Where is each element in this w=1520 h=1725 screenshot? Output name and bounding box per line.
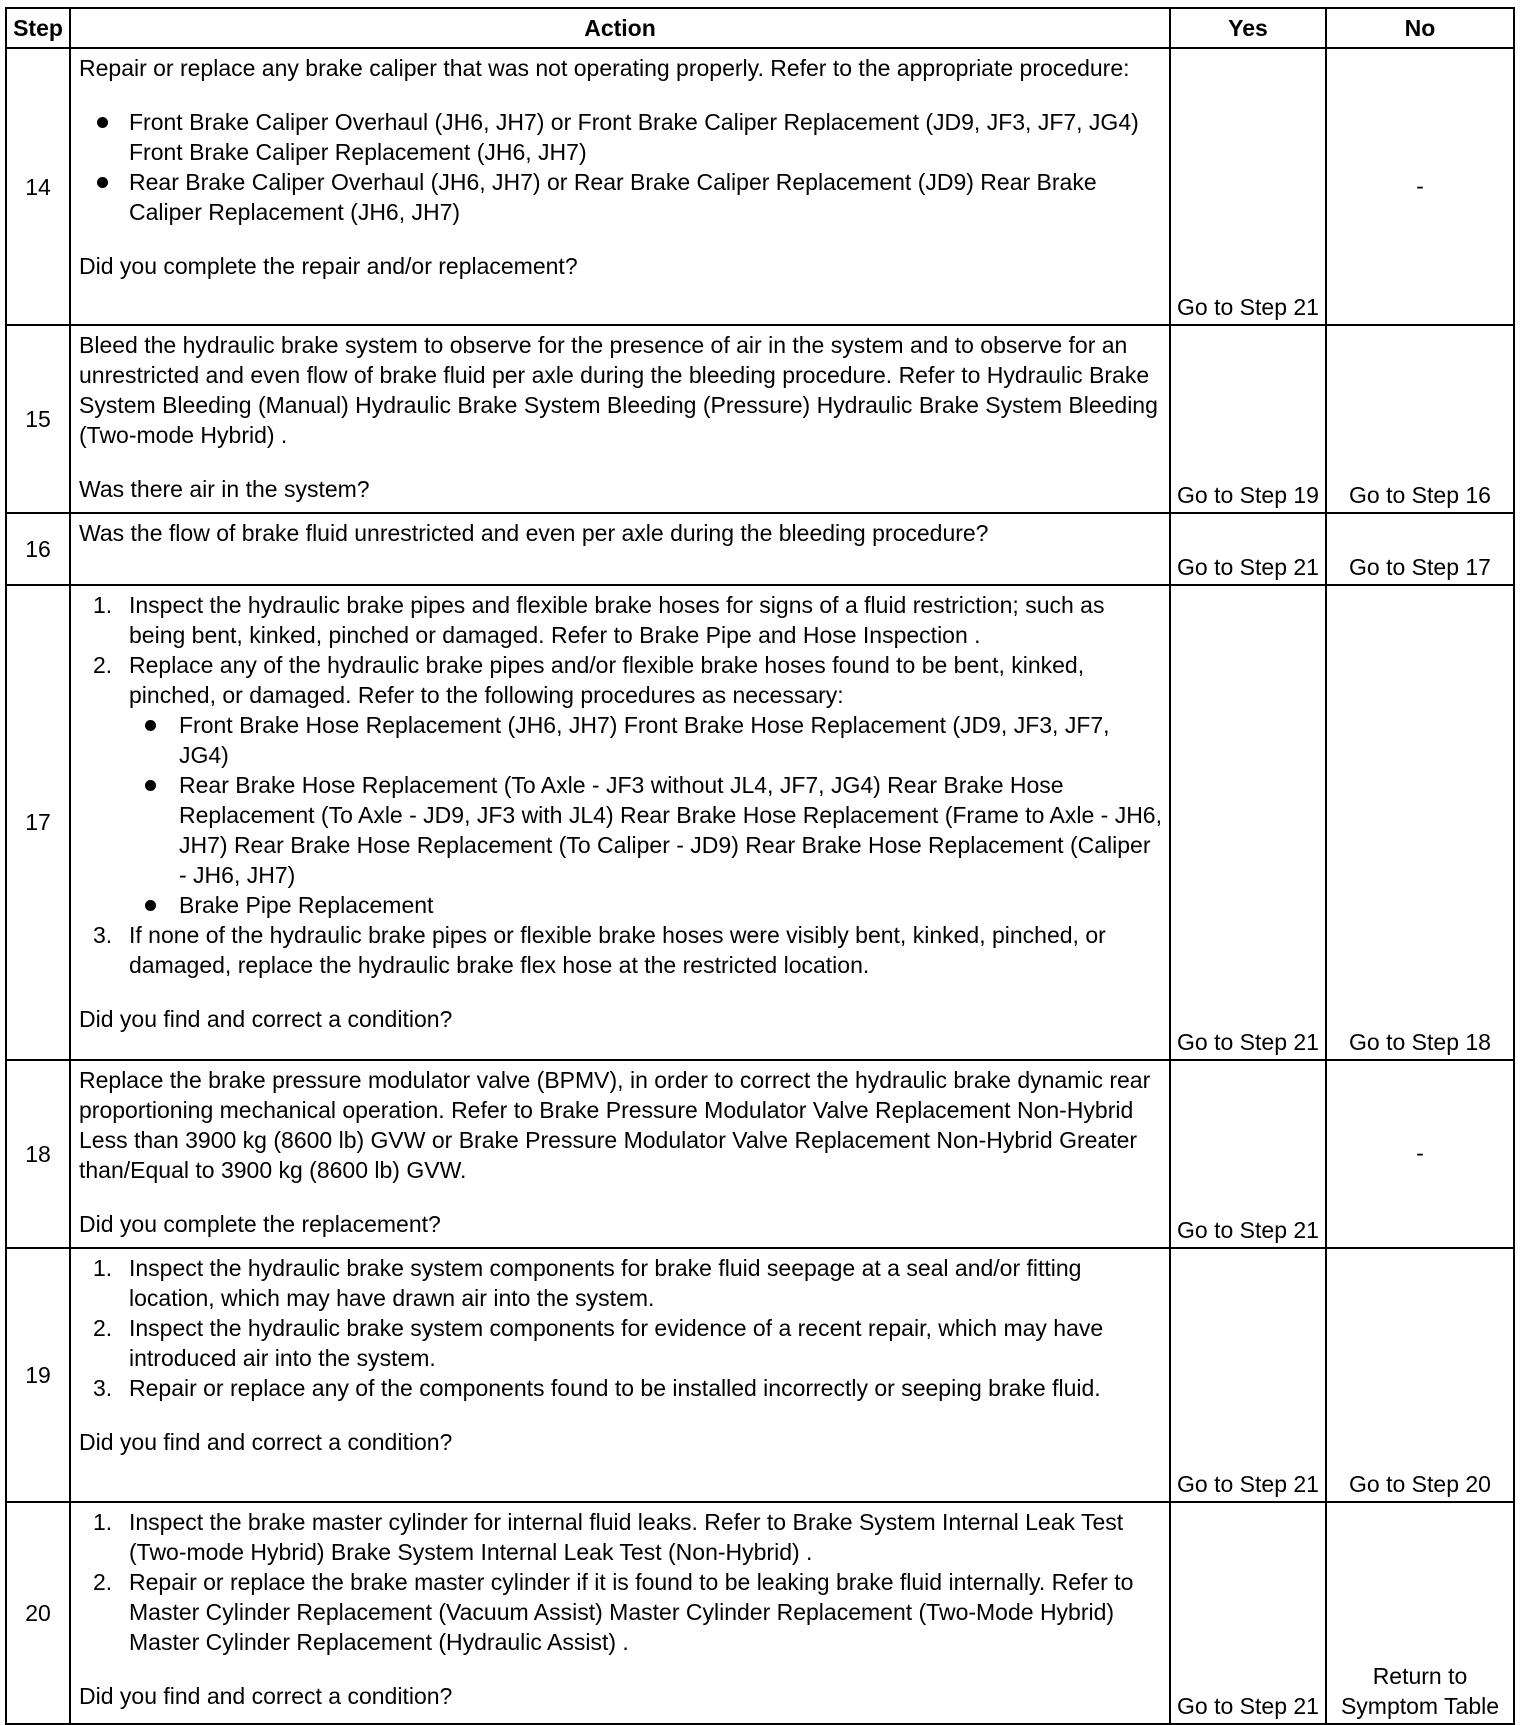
- action-cell: [70, 1060, 1170, 1248]
- list-item: Front Brake Caliper Overhaul (JH6, JH7) or Front Brake Caliper Replacement (JD9, JF3, JF7, JG4) Front Brake Caliper Replacement (JH6, JH7): [79, 107, 1163, 167]
- procedure-list: [129, 710, 1163, 920]
- no-cell: Go to Step 16: [1326, 325, 1514, 513]
- diagnostic-table: [5, 7, 1515, 1725]
- no-cell: Return to Symptom Table: [1326, 1502, 1514, 1724]
- list-item: [79, 1313, 1163, 1373]
- numbered-list: [79, 590, 1163, 980]
- yes-cell: Go to Step 21: [1170, 1502, 1326, 1724]
- numbered-list: [79, 1507, 1163, 1657]
- action-cell: [70, 585, 1170, 1059]
- header-step: Step: [6, 8, 70, 48]
- step-number: 19: [6, 1248, 70, 1502]
- item-text: Repair or replace any of the components found to be installed incorrectly or seeping brake fluid.: [129, 1374, 1101, 1401]
- list-item: [79, 920, 1163, 980]
- action-question: Did you find and correct a condition?: [79, 1006, 453, 1033]
- table-row-step-16: [6, 513, 1514, 585]
- item-number: 3.: [93, 1374, 113, 1401]
- step-number: 14: [6, 48, 70, 325]
- yes-cell: Go to Step 21: [1170, 585, 1326, 1059]
- table-row-step-15: [6, 325, 1514, 513]
- header-action: Action: [70, 8, 1170, 48]
- action-cell: [70, 325, 1170, 513]
- item-number: 2.: [93, 1314, 113, 1341]
- step-number: 16: [6, 513, 70, 585]
- list-item: [79, 590, 1163, 650]
- step-number: 18: [6, 1060, 70, 1248]
- step-number: 20: [6, 1502, 70, 1724]
- header-yes: Yes: [1170, 8, 1326, 48]
- action-intro: Bleed the hydraulic brake system to observe for the presence of air in the system and to observe for an unrestricted and even flow of brake fluid per axle during the bleeding procedure. Refer to Hydraulic Brake System Bleeding (Manual) Hydraulic Brake System Bleeding (Pressure) Hydraulic Brake System Bleeding (Two-mode Hybrid) .: [79, 332, 1158, 449]
- table-row-step-18: [6, 1060, 1514, 1248]
- item-number: 3.: [93, 922, 113, 949]
- item-text: Repair or replace the brake master cylinder if it is found to be leaking brake fluid internally. Refer to Master Cylinder Replacement (Vacuum Assist) Master Cylinder Replacement (Two-Mode Hybrid) Master Cylinder Replacement (Hydraulic Assist) .: [129, 1568, 1134, 1655]
- list-item: [79, 1567, 1163, 1657]
- list-item: [79, 1507, 1163, 1567]
- item-text: Inspect the hydraulic brake pipes and flexible brake hoses for signs of a fluid restriction; such as being bent, kinked, pinched or damaged. Refer to Brake Pipe and Hose Inspection .: [129, 592, 1105, 649]
- no-cell: Go to Step 18: [1326, 585, 1514, 1059]
- yes-cell: Go to Step 21: [1170, 48, 1326, 325]
- header-no: No: [1326, 8, 1514, 48]
- action-question: Was there air in the system?: [79, 476, 370, 503]
- table-row-step-19: [6, 1248, 1514, 1502]
- list-item: [79, 1253, 1163, 1313]
- action-cell: [70, 513, 1170, 585]
- yes-cell: Go to Step 21: [1170, 1248, 1326, 1502]
- step-number: 15: [6, 325, 70, 513]
- item-text: Inspect the hydraulic brake system components for brake fluid seepage at a seal and/or fitting location, which may have drawn air into the system.: [129, 1254, 1082, 1311]
- table-row-step-17: [6, 585, 1514, 1059]
- table-row-step-20: [6, 1502, 1514, 1724]
- item-number: 2.: [93, 652, 113, 679]
- yes-cell: Go to Step 21: [1170, 1060, 1326, 1248]
- action-question: Did you find and correct a condition?: [79, 1428, 453, 1455]
- item-text: Inspect the hydraulic brake system components for evidence of a recent repair, which may have introduced air into the system.: [129, 1314, 1104, 1371]
- list-item: Brake Pipe Replacement: [129, 890, 1163, 920]
- item-text: If none of the hydraulic brake pipes or flexible brake hoses were visibly bent, kinked, pinched, or damaged, replace the hydraulic brake flex hose at the restricted location.: [129, 922, 1106, 979]
- list-item: [79, 650, 1163, 920]
- item-text: Replace any of the hydraulic brake pipes and/or flexible brake hoses found to be bent, kinked, pinched, or damaged. Refer to the following procedures as necessary:: [129, 652, 1085, 709]
- yes-cell: Go to Step 21: [1170, 513, 1326, 585]
- list-item: Front Brake Hose Replacement (JH6, JH7) Front Brake Hose Replacement (JD9, JF3, JF7, JG4): [129, 710, 1163, 770]
- header-row: [6, 8, 1514, 48]
- action-cell: [70, 48, 1170, 325]
- action-cell: [70, 1248, 1170, 1502]
- action-intro: Repair or replace any brake caliper that was not operating properly. Refer to the appropriate procedure:: [79, 55, 1130, 81]
- numbered-list: [79, 1253, 1163, 1403]
- item-number: 1.: [93, 1508, 113, 1535]
- item-text: Inspect the brake master cylinder for internal fluid leaks. Refer to Brake System Internal Leak Test (Two-mode Hybrid) Brake System Internal Leak Test (Non-Hybrid) .: [129, 1508, 1124, 1565]
- list-item: Rear Brake Hose Replacement (To Axle - JF3 without JL4, JF7, JG4) Rear Brake Hose Replacement (To Axle - JD9, JF3 with JL4) Rear Brake Hose Replacement (Frame to Axle - JH6, JH7) Rear Brake Hose Replacement (To Caliper - JD9) Rear Brake Hose Replacement (Caliper - JH6, JH7): [129, 770, 1163, 890]
- no-cell: -: [1326, 48, 1514, 325]
- action-question: Did you complete the repair and/or replacement?: [79, 253, 578, 279]
- action-question: Did you complete the replacement?: [79, 1210, 441, 1237]
- action-question: Did you find and correct a condition?: [79, 1682, 453, 1709]
- list-item: Rear Brake Caliper Overhaul (JH6, JH7) or Rear Brake Caliper Replacement (JD9) Rear Brake Caliper Replacement (JH6, JH7): [79, 167, 1163, 227]
- no-cell: Go to Step 17: [1326, 513, 1514, 585]
- action-question: Was the flow of brake fluid unrestricted and even per axle during the bleeding procedure?: [79, 520, 989, 547]
- table-row-step-14: [6, 48, 1514, 325]
- action-cell: [70, 1502, 1170, 1724]
- list-item: [79, 1373, 1163, 1403]
- step-number: 17: [6, 585, 70, 1059]
- item-number: 2.: [93, 1568, 113, 1595]
- yes-cell: Go to Step 19: [1170, 325, 1326, 513]
- item-number: 1.: [93, 592, 113, 619]
- action-intro: Replace the brake pressure modulator valve (BPMV), in order to correct the hydraulic brake dynamic rear proportioning mechanical operation. Refer to Brake Pressure Modulator Valve Replacement Non-Hybrid Less than 3900 kg (8600 lb) GVW or Brake Pressure Modulator Valve Replacement Non-Hybrid Greater than/Equal to 3900 kg (8600 lb) GVW.: [79, 1066, 1151, 1183]
- no-cell: Go to Step 20: [1326, 1248, 1514, 1502]
- procedure-list: [79, 107, 1163, 227]
- no-cell: -: [1326, 1060, 1514, 1248]
- item-number: 1.: [93, 1254, 113, 1281]
